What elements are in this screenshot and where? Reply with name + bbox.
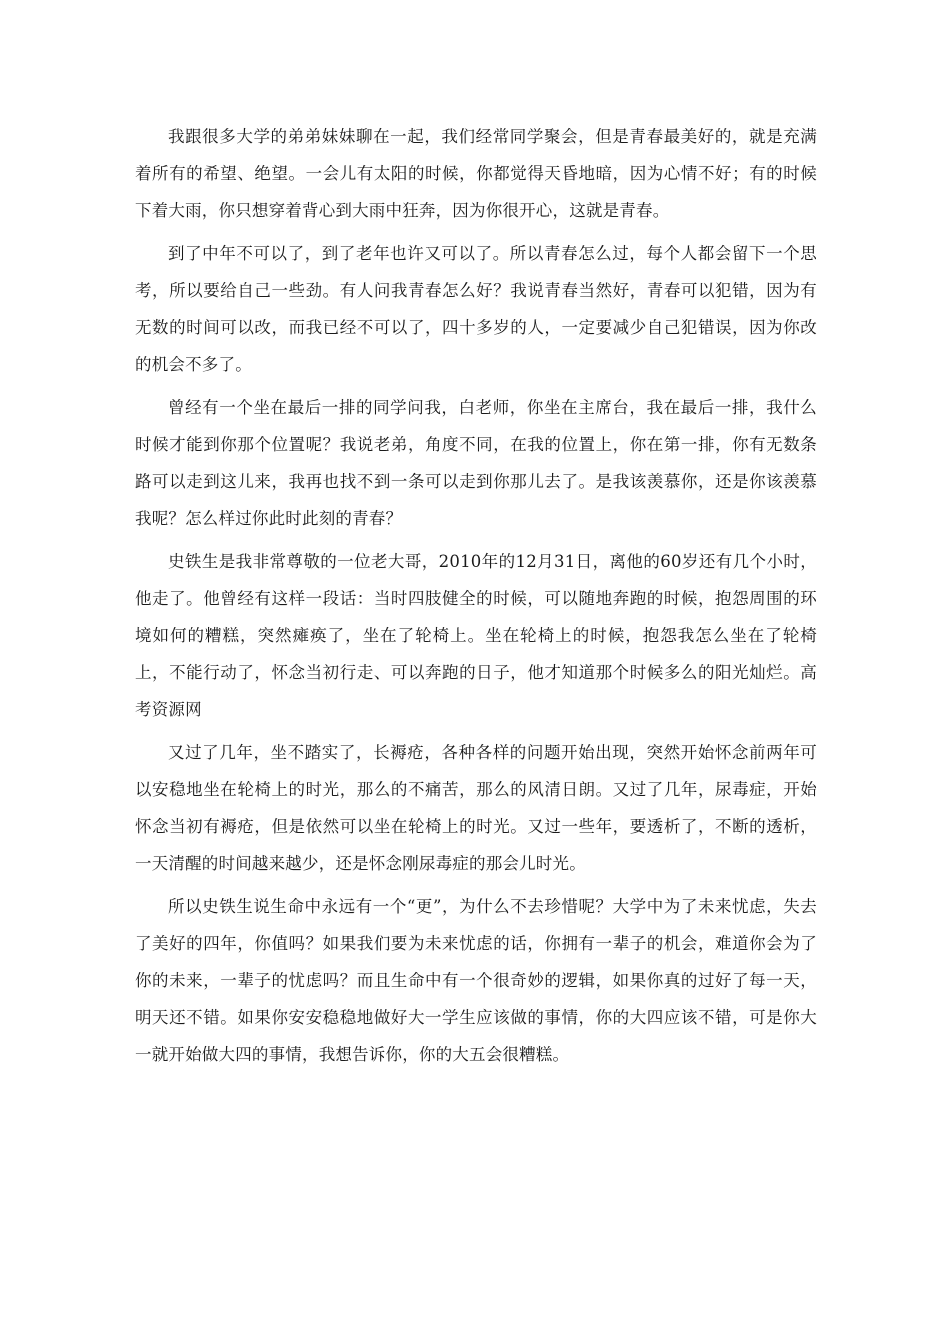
paragraph-2: 到了中年不可以了，到了老年也许又可以了。所以青春怎么过，每个人都会留下一个思考，所以要给自己一些劲。有人问我青春怎么好？我说青春当然好，青春可以犯错，因为有无数的时间可以改，而我已经不可以了，四十多岁的人，一定要减少自己犯错误，因为你改的机会不多了。 (135, 244, 817, 374)
paragraph-3: 曾经有一个坐在最后一排的同学问我，白老师，你坐在主席台，我在最后一排，我什么时候才能到你那个位置呢？我说老弟，角度不同，在我的位置上，你在第一排，你有无数条路可以走到这儿来，我再也找不到一条可以走到你那儿去了。是我该羡慕你，还是你该羡慕我呢？怎么样过你此时此刻的青春？ (135, 398, 817, 528)
paragraph-4: 史铁生是我非常尊敬的一位老大哥，2010年的12月31日，离他的60岁还有几个小时，他走了。他曾经有这样一段话：当时四肢健全的时候，可以随地奔跑的时候，抱怨周围的环境如何的糟糕，突然瘫痪了，坐在了轮椅上。坐在轮椅上的时候，抱怨我怎么坐在了轮椅上，不能行动了，怀念当初行走、可以奔跑的日子，他才知道那个时候多么的阳光灿烂。高考资源网 (135, 552, 817, 719)
paragraph-6: 所以史铁生说生命中永远有一个“更”，为什么不去珍惜呢？大学中为了未来忧虑，失去了美好的四年，你值吗？如果我们要为未来忧虑的话，你拥有一辈子的机会，难道你会为了你的未来，一辈子的忧虑吗？而且生命中有一个很奇妙的逻辑，如果你真的过好了每一天，明天还不错。如果你安安稳稳地做好大一学生应该做的事情，你的大四应该不错，可是你大一就开始做大四的事情，我想告诉你，你的大五会很糟糕。 (135, 897, 817, 1064)
paragraph-1: 我跟很多大学的弟弟妹妹聊在一起，我们经常同学聚会，但是青春最美好的，就是充满着所有的希望、绝望。一会儿有太阳的时候，你都觉得天昏地暗，因为心情不好；有的时候下着大雨，你只想穿着背心到大雨中狂奔，因为你很开心，这就是青春。 (135, 127, 817, 220)
article-body (135, 118, 817, 1079)
paragraph-5: 又过了几年，坐不踏实了，长褥疮，各种各样的问题开始出现，突然开始怀念前两年可以安稳地坐在轮椅上的时光，那么的不痛苦，那么的风清日朗。又过了几年，尿毒症，开始怀念当初有褥疮，但是依然可以坐在轮椅上的时光。又过一些年，要透析了，不断的透析，一天清醒的时间越来越少，还是怀念刚尿毒症的那会儿时光。 (135, 743, 817, 873)
